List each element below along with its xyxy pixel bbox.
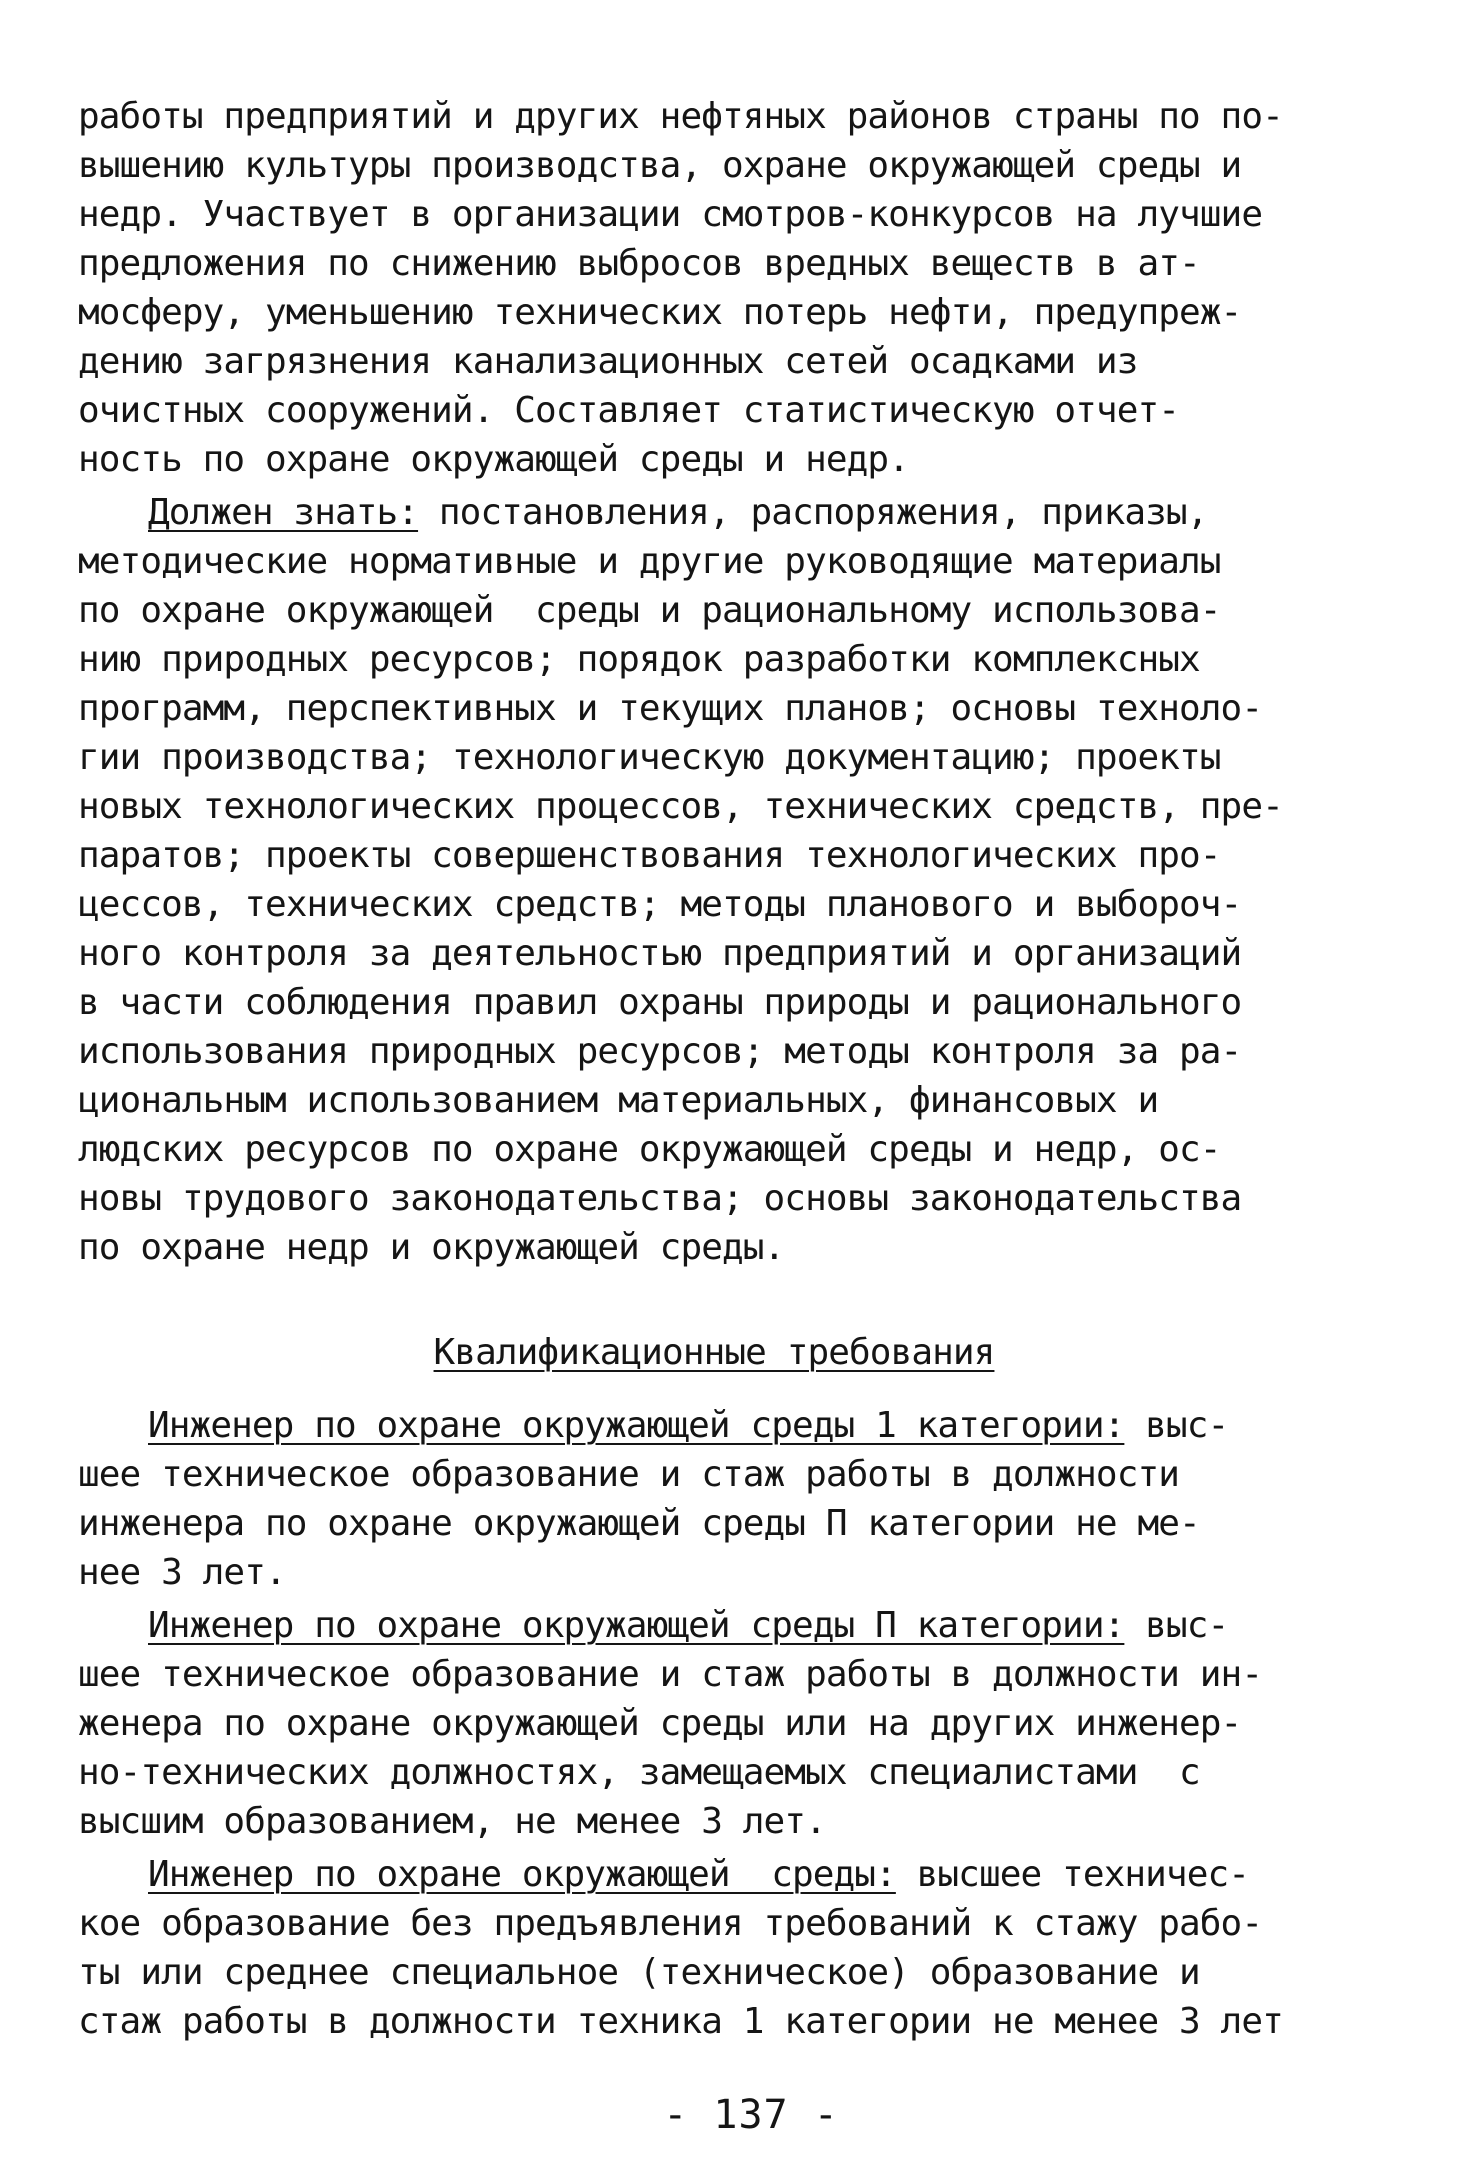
category-first-line: высшее техничес- [895,1854,1250,1895]
text-line: недр. Участвует в организации смотров-конкурсов на лучшие [78,194,1263,235]
text-line: предложения по снижению выбросов вредных веществ в ат- [78,243,1200,284]
text-line: вышению культуры производства, охране окружающей среды и [78,145,1242,186]
category-first-line: выс- [1124,1605,1229,1646]
text-line: людских ресурсов по охране окружающей среды и недр, ос- [78,1129,1221,1170]
document-page [78,92,1430,2046]
text-line: но-технических должностях, замещаемых специалистами с [78,1752,1200,1793]
text-line [78,1601,1430,1650]
text-line: программ, перспективных и текущих планов; основы техноло- [78,688,1263,729]
text-line: ного контроля за деятельностью предприятий и организаций [78,933,1242,974]
intro-paragraph [78,92,1430,484]
text-line: в части соблюдения правил охраны природы и рационального [78,982,1242,1023]
text-line: по охране окружающей среды и рациональному использова- [78,590,1221,631]
qualifications-heading: Квалификационные требования [433,1332,995,1373]
text-line: шее техническое образование и стаж работы в должности [78,1454,1180,1495]
category-3-paragraph [78,1850,1430,2046]
text-line: нию природных ресурсов; порядок разработки комплексных [78,639,1200,680]
text-line: мосферу, уменьшению технических потерь нефти, предупреж- [78,292,1242,333]
text-line: стаж работы в должности техника 1 категории не менее 3 лет [78,2001,1283,2042]
category-1-paragraph [78,1401,1430,1597]
section-heading [78,1328,1430,1377]
text-line: новых технологических процессов, технических средств, пре- [78,786,1283,827]
category-label: Инженер по охране окружающей среды 1 категории: [148,1405,1125,1446]
text-line: гии производства; технологическую документацию; проекты [78,737,1221,778]
text-line: инженера по охране окружающей среды П категории не ме- [78,1503,1200,1544]
category-first-line: выс- [1124,1405,1229,1446]
text-line: женера по охране окружающей среды или на других инженер- [78,1703,1242,1744]
text-line [78,1850,1430,1899]
category-2-paragraph [78,1601,1430,1846]
text-line: цессов, технических средств; методы планового и выбороч- [78,884,1242,925]
text-line: высшим образованием, не менее 3 лет. [78,1801,826,1842]
text-line: использования природных ресурсов; методы контроля за ра- [78,1031,1242,1072]
text-line: по охране недр и окружающей среды. [78,1227,785,1268]
text-line: кое образование без предъявления требований к стажу рабо- [78,1903,1263,1944]
text-line: ность по охране окружающей среды и недр. [78,439,909,480]
text-line: паратов; проекты совершенствования технологических про- [78,835,1221,876]
page-number: - 137 - [663,2092,839,2138]
text-line: новы трудового законодательства; основы законодательства [78,1178,1242,1219]
text-line: нее 3 лет. [78,1552,286,1593]
text-line [78,1401,1430,1450]
category-label: Инженер по охране окружающей среды: [148,1854,896,1895]
text-line: ты или среднее специальное (техническое) образование и [78,1952,1200,1993]
category-label: Инженер по охране окружающей среды П категории: [148,1605,1125,1646]
knowledge-label: Должен знать: [148,492,419,533]
text-line: методические нормативные и другие руководящие материалы [78,541,1221,582]
knowledge-paragraph [78,488,1430,1272]
text-line: очистных сооружений. Составляет статистическую отчет- [78,390,1180,431]
text-line [78,488,1430,537]
text-line: циональным использованием материальных, финансовых и [78,1080,1159,1121]
text-line: шее техническое образование и стаж работы в должности ин- [78,1654,1263,1695]
text-line: работы предприятий и других нефтяных районов страны по по- [78,96,1283,137]
knowledge-first-line: постановления, распоряжения, приказы, [418,492,1208,533]
text-line: дению загрязнения канализационных сетей осадками из [78,341,1138,382]
